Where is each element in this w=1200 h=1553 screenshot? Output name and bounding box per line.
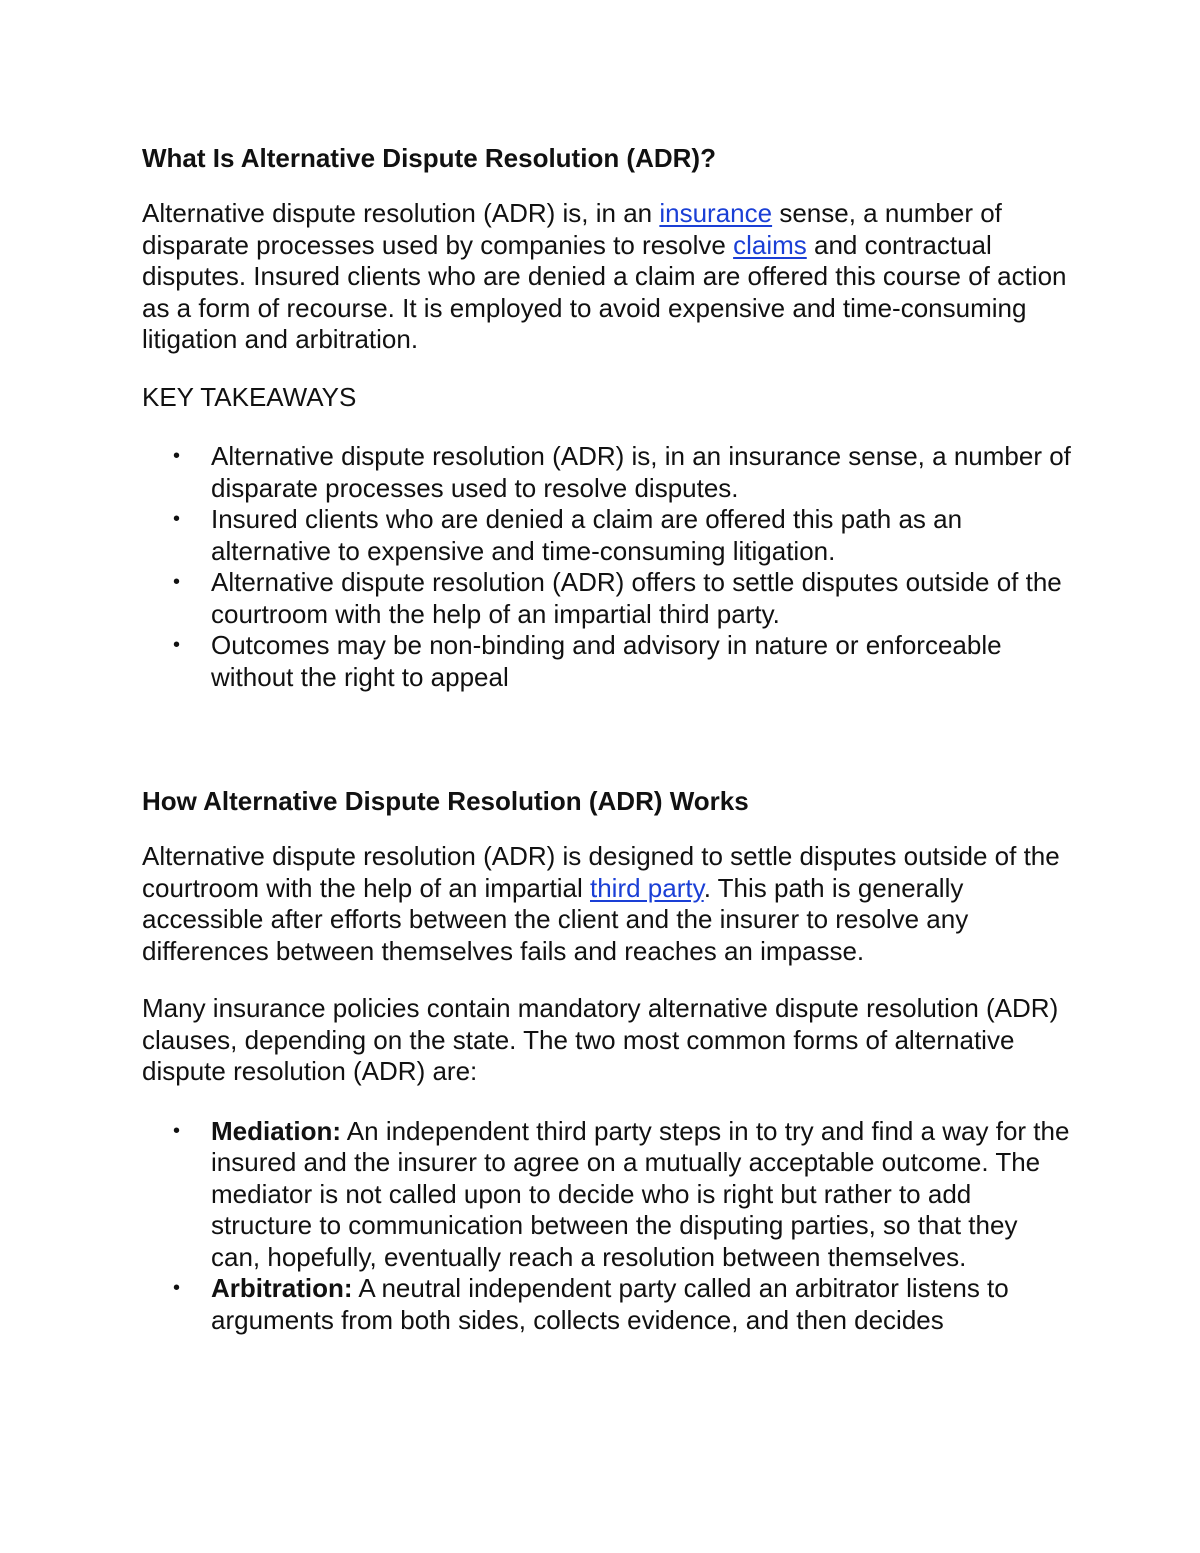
key-takeaways-list bbox=[142, 441, 1072, 693]
intro-paragraph bbox=[142, 198, 1072, 356]
intro-text-2: sense, a number of disparate processes used by companies to resolve bbox=[142, 198, 1002, 260]
how-text-1: Alternative dispute resolution (ADR) is designed to settle disputes outside of the courtroom with the help of an impartial bbox=[142, 841, 1060, 903]
arbitration-text: A neutral independent party called an arbitrator listens to arguments from both sides, collects evidence, and then decides bbox=[211, 1273, 1009, 1335]
bullet-icon: • bbox=[173, 571, 181, 593]
bullet-icon: • bbox=[173, 634, 181, 656]
list-item bbox=[142, 567, 1072, 630]
heading-what-is-adr: What Is Alternative Dispute Resolution (ADR)? bbox=[142, 143, 716, 173]
list-item bbox=[142, 441, 1072, 504]
heading-how-adr-works: How Alternative Dispute Resolution (ADR) Works bbox=[142, 786, 749, 816]
third-party-link[interactable]: third party bbox=[590, 872, 704, 903]
takeaway-text: Alternative dispute resolution (ADR) offers to settle disputes outside of the courtroom with the help of an impartial third party. bbox=[211, 567, 1062, 629]
intro-text-3: and contractual disputes. Insured clients who are denied a claim are offered this course of action as a form of recourse. It is employed to avoid expensive and time-consuming litigation and arbitration. bbox=[142, 229, 1067, 354]
list-item bbox=[142, 630, 1072, 693]
intro-text-1: Alternative dispute resolution (ADR) is, in an bbox=[142, 198, 660, 228]
claims-link[interactable]: claims bbox=[733, 229, 807, 260]
takeaway-text: Outcomes may be non-binding and advisory in nature or enforceable without the right to appeal bbox=[211, 630, 1002, 692]
document-page bbox=[142, 138, 1072, 1336]
bullet-icon: • bbox=[173, 1277, 181, 1299]
arbitration-term: Arbitration: bbox=[211, 1273, 353, 1303]
list-item bbox=[142, 1116, 1072, 1274]
how-it-works-paragraph bbox=[142, 841, 1072, 967]
bullet-icon: • bbox=[173, 445, 181, 467]
bullet-icon: • bbox=[173, 1119, 181, 1142]
mediation-term: Mediation: bbox=[211, 1115, 341, 1146]
how-text-2: . This path is generally accessible after efforts between the client and the insurer to resolve any differences between themselves fails and reaches an impasse. bbox=[142, 872, 969, 966]
adr-forms-list bbox=[142, 1116, 1072, 1337]
takeaway-text: Insured clients who are denied a claim are offered this path as an alternative to expensive and time-consuming litigation. bbox=[211, 504, 963, 566]
policies-paragraph: Many insurance policies contain mandatory alternative dispute resolution (ADR) clauses, depending on the state. The two most common forms of alternative dispute resolution (ADR) are: bbox=[142, 993, 1059, 1086]
key-takeaways-label: KEY TAKEAWAYS bbox=[142, 381, 357, 412]
list-item bbox=[142, 1273, 1072, 1336]
insurance-link[interactable]: insurance bbox=[659, 198, 773, 228]
takeaway-text: Alternative dispute resolution (ADR) is, in an insurance sense, a number of disparate processes used to resolve disputes. bbox=[211, 441, 1071, 503]
list-item bbox=[142, 504, 1072, 567]
bullet-icon: • bbox=[173, 508, 181, 530]
mediation-text: An independent third party steps in to try and find a way for the insured and the insurer to agree on a mutually acceptable outcome. The mediator is not called upon to decide who is right but rather to add structure to communication between the disputing parties, so that they can, hopefully, eventually reach a resolution between themselves. bbox=[211, 1115, 1070, 1272]
